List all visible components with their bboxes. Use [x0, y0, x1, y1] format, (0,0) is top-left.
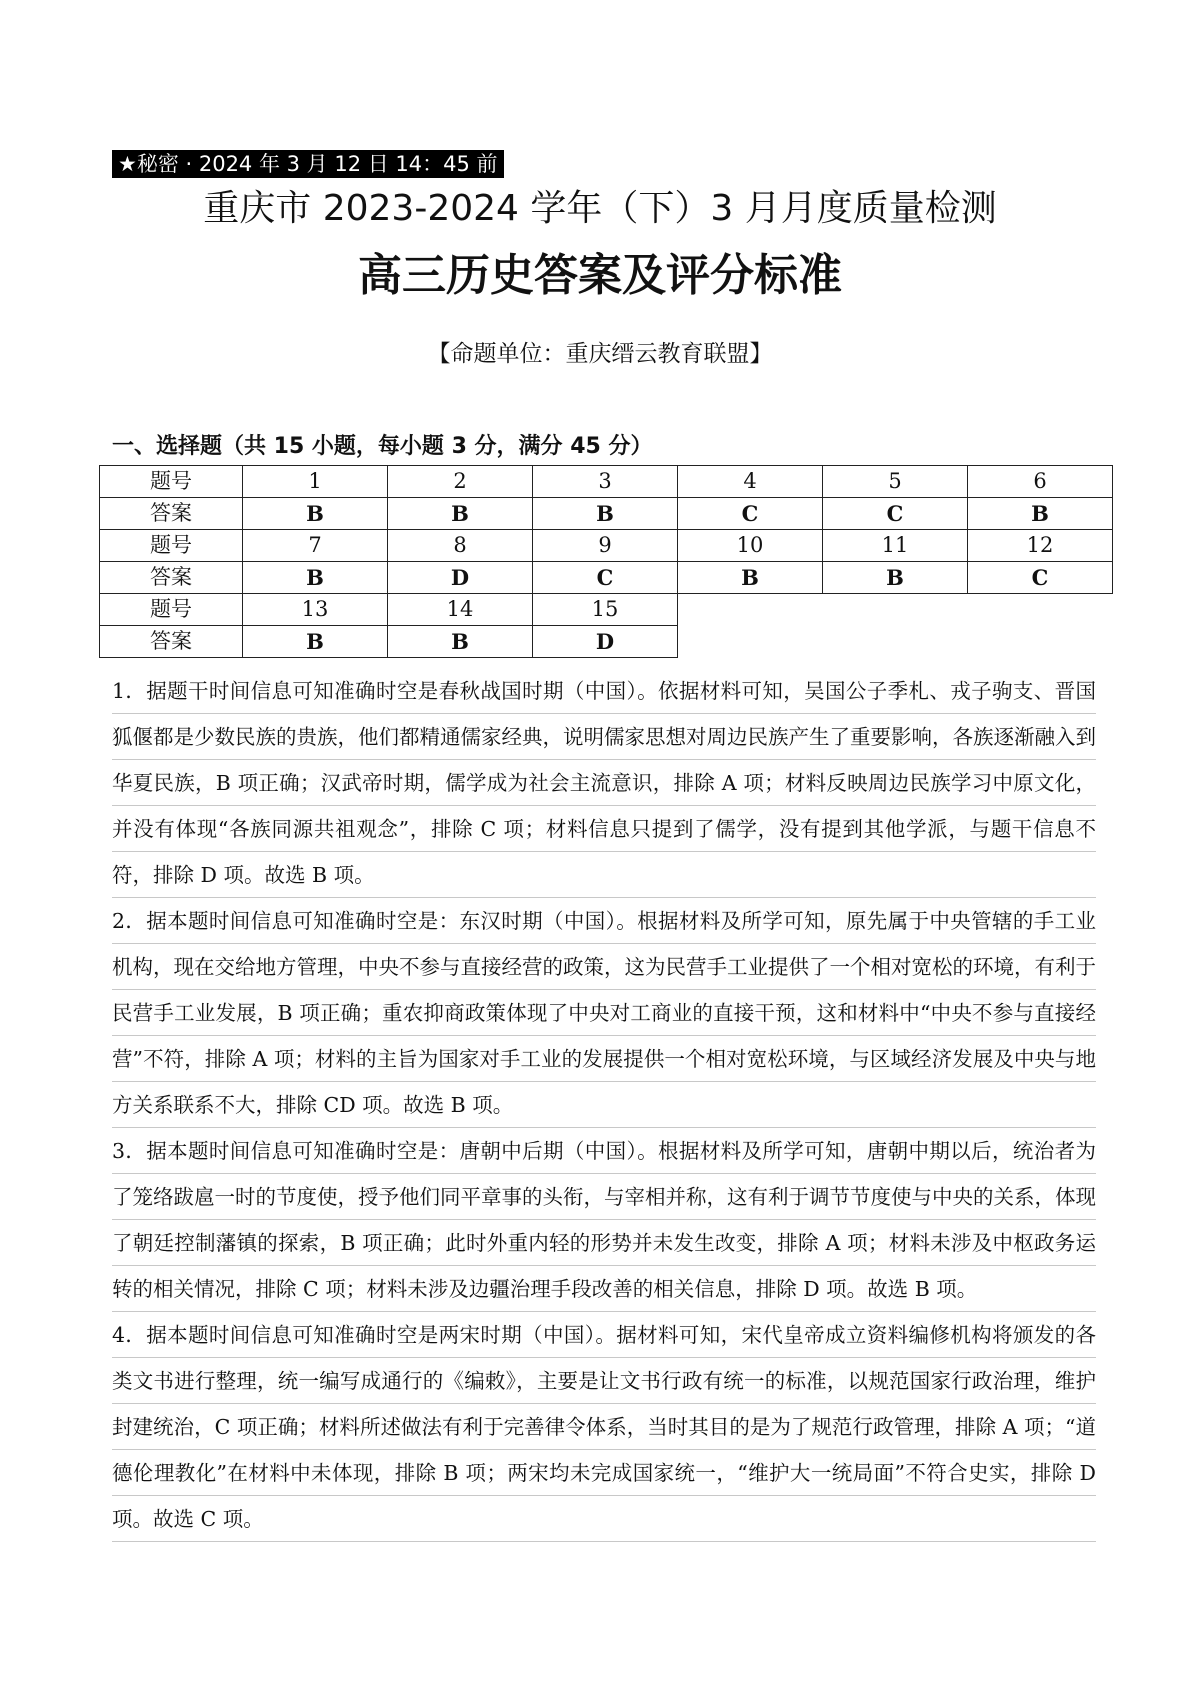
- table-row-question-numbers: [100, 594, 1113, 626]
- answer-cell: B: [243, 498, 388, 530]
- explanation-1: 1．据题干时间信息可知准确时空是春秋战国时期（中国）。依据材料可知，吴国公子季札、戎子驹支、晋国狐偃都是少数民族的贵族，他们都精通儒家经典，说明儒家思想对周边民族产生了重要影响，各族逐渐融入到华夏民族，B 项正确；汉武帝时期，儒学成为社会主流意识，排除 A 项；材料反映周边民族学习中原文化，并没有体现“各族同源共祖观念”，排除 C 项；材料信息只提到了儒学，没有提到其他学派，与题干信息不符，排除 D 项。故选 B 项。: [112, 668, 1096, 898]
- row-label: 题号: [100, 594, 243, 626]
- table-row-answers: [100, 562, 1113, 594]
- explanation-3: 3．据本题时间信息可知准确时空是：唐朝中后期（中国）。根据材料及所学可知，唐朝中期以后，统治者为了笼络跋扈一时的节度使，授予他们同平章事的头衔，与宰相并称，这有利于调节节度使与中央的关系，体现了朝廷控制藩镇的探索，B 项正确；此时外重内轻的形势并未发生改变，排除 A 项；材料未涉及中枢政务运转的相关情况，排除 C 项；材料未涉及边疆治理手段改善的相关信息，排除 D 项。故选 B 项。: [112, 1128, 1096, 1312]
- answer-cell: B: [243, 626, 388, 658]
- answer-cell: B: [388, 498, 533, 530]
- question-number: 2: [388, 466, 533, 498]
- answer-cell: C: [823, 498, 968, 530]
- exam-title: 重庆市 2023-2024 学年（下）3 月月度质量检测: [203, 188, 997, 229]
- question-number: 1: [243, 466, 388, 498]
- question-number: 14: [388, 594, 533, 626]
- question-number: 3: [533, 466, 678, 498]
- question-number: 5: [823, 466, 968, 498]
- table-row-question-numbers: [100, 530, 1113, 562]
- answer-cell: D: [533, 626, 678, 658]
- explanation-2: 2．据本题时间信息可知准确时空是：东汉时期（中国）。根据材料及所学可知，原先属于中央管辖的手工业机构，现在交给地方管理，中央不参与直接经营的政策，这为民营手工业提供了一个相对宽松的环境，有利于民营手工业发展，B 项正确；重农抑商政策体现了中央对工商业的直接干预，这和材料中“中央不参与直接经营”不符，排除 A 项；材料的主旨为国家对手工业的发展提供一个相对宽松环境，与区域经济发展及中央与地方关系联系不大，排除 CD 项。故选 B 项。: [112, 898, 1096, 1128]
- answer-cell: C: [678, 498, 823, 530]
- question-number: 7: [243, 530, 388, 562]
- empty-cell: [823, 594, 968, 626]
- question-number: 8: [388, 530, 533, 562]
- empty-cell: [678, 626, 823, 658]
- question-number: 9: [533, 530, 678, 562]
- section-heading: 一、选择题（共 15 小题，每小题 3 分，满分 45 分）: [112, 434, 653, 459]
- question-number: 6: [968, 466, 1113, 498]
- explanations: [112, 668, 1096, 1542]
- answer-cell: D: [388, 562, 533, 594]
- answer-table: [99, 465, 1113, 658]
- answer-cell: B: [678, 562, 823, 594]
- question-number: 4: [678, 466, 823, 498]
- question-number: 12: [968, 530, 1113, 562]
- answer-cell: C: [533, 562, 678, 594]
- row-label: 答案: [100, 562, 243, 594]
- row-label: 答案: [100, 498, 243, 530]
- answer-cell: B: [388, 626, 533, 658]
- answer-cell: B: [968, 498, 1113, 530]
- row-label: 题号: [100, 466, 243, 498]
- question-number: 13: [243, 594, 388, 626]
- answer-cell: B: [243, 562, 388, 594]
- question-number: 15: [533, 594, 678, 626]
- confidential-tag: ★秘密 · 2024 年 3 月 12 日 14：45 前: [112, 150, 504, 178]
- answer-cell: B: [823, 562, 968, 594]
- table-row-answers: [100, 626, 1113, 658]
- answer-cell: C: [968, 562, 1113, 594]
- row-label: 答案: [100, 626, 243, 658]
- table-row-answers: [100, 498, 1113, 530]
- answer-cell: B: [533, 498, 678, 530]
- empty-cell: [968, 626, 1113, 658]
- row-label: 题号: [100, 530, 243, 562]
- table-row-question-numbers: [100, 466, 1113, 498]
- question-number: 10: [678, 530, 823, 562]
- explanation-4: 4．据本题时间信息可知准确时空是两宋时期（中国）。据材料可知，宋代皇帝成立资料编修机构将颁发的各类文书进行整理，统一编写成通行的《编敕》，主要是让文书行政有统一的标准，以规范国家行政治理，维护封建统治，C 项正确；材料所述做法有利于完善律令体系，当时其目的是为了规范行政管理，排除 A 项；“道德伦理教化”在材料中未体现，排除 B 项；两宋均未完成国家统一，“维护大一统局面”不符合史实，排除 D 项。故选 C 项。: [112, 1312, 1096, 1542]
- question-number: 11: [823, 530, 968, 562]
- document-title: 高三历史答案及评分标准: [358, 250, 842, 301]
- issuing-unit: 【命题单位：重庆缙云教育联盟】: [427, 341, 773, 367]
- empty-cell: [968, 594, 1113, 626]
- empty-cell: [678, 594, 823, 626]
- empty-cell: [823, 626, 968, 658]
